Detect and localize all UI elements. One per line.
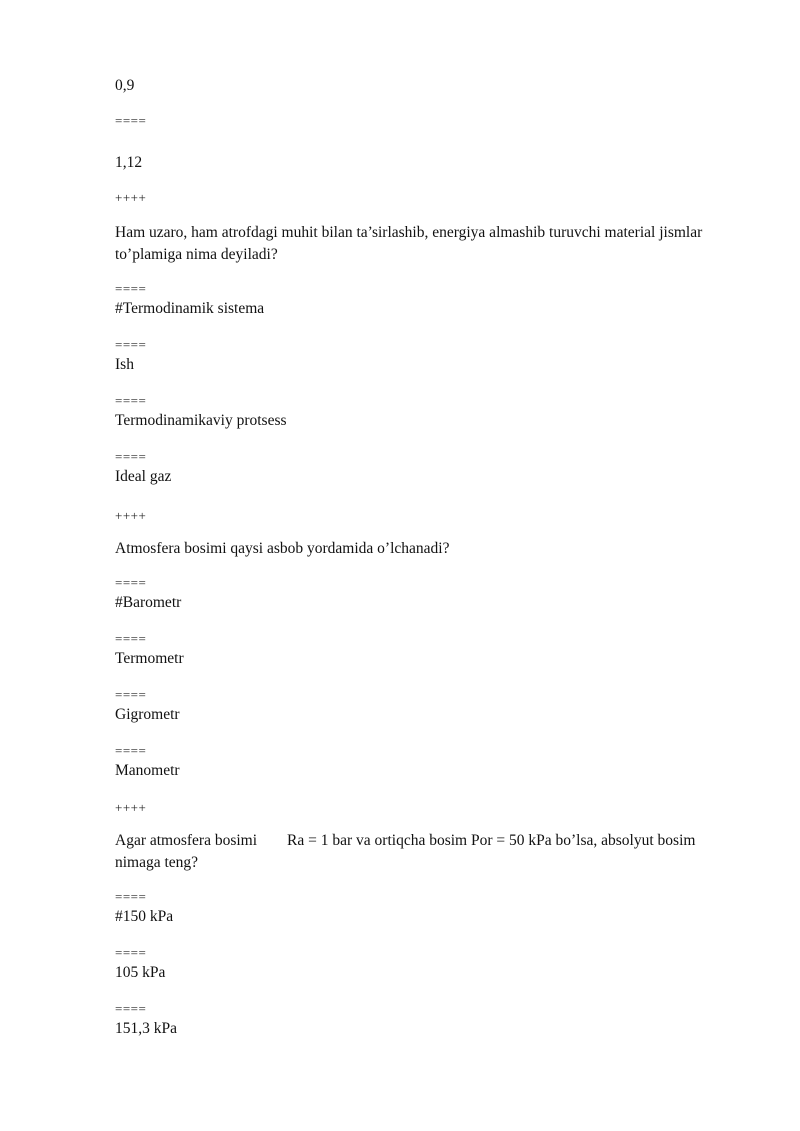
separator: ==== — [115, 337, 147, 352]
separator: ==== — [115, 945, 147, 960]
separator: ==== — [115, 393, 147, 408]
answer-option-correct: #Termodinamik sistema — [115, 300, 265, 317]
answer-option: Ish — [115, 356, 134, 373]
question-marker: ++++ — [115, 190, 147, 205]
answer-option: Termodinamikaviy protsess — [115, 412, 287, 429]
question-text-line-1: Ham uzaro, ham atrofdagi muhit bilan ta’sirlashib, energiya almashib turuvchi material jismlar — [115, 224, 703, 241]
answer-value: 0,9 — [115, 77, 135, 94]
answer-option: Termometr — [115, 650, 184, 667]
answer-option-correct: #Barometr — [115, 594, 182, 611]
answer-option: 151,3 kPa — [115, 1020, 177, 1037]
question-text-line-1 — [115, 830, 695, 852]
separator: ==== — [115, 113, 147, 128]
question-marker: ++++ — [115, 508, 147, 523]
question-text: Atmosfera bosimi qaysi asbob yordamida o’lchanadi? — [115, 540, 450, 557]
answer-option: Gigrometr — [115, 706, 180, 723]
separator: ==== — [115, 575, 147, 590]
question-text-part-2: Ra = 1 bar va ortiqcha bosim Por = 50 kPa bo’lsa, absolyut bosim — [287, 832, 696, 849]
answer-option: Ideal gaz — [115, 468, 172, 485]
question-text-part-1: Agar atmosfera bosimi — [115, 832, 258, 849]
question-text-line-2: to’plamiga nima deyiladi? — [115, 246, 278, 263]
separator: ==== — [115, 631, 147, 646]
separator: ==== — [115, 1001, 147, 1016]
answer-value: 1,12 — [115, 154, 143, 171]
separator: ==== — [115, 449, 147, 464]
question-marker: ++++ — [115, 800, 147, 815]
separator: ==== — [115, 743, 147, 758]
answer-option-correct: #150 kPa — [115, 908, 174, 925]
separator: ==== — [115, 687, 147, 702]
answer-option: Manometr — [115, 762, 180, 779]
answer-option: 105 kPa — [115, 964, 166, 981]
separator: ==== — [115, 281, 147, 296]
separator: ==== — [115, 889, 147, 904]
question-text-line-2: nimaga teng? — [115, 854, 199, 871]
